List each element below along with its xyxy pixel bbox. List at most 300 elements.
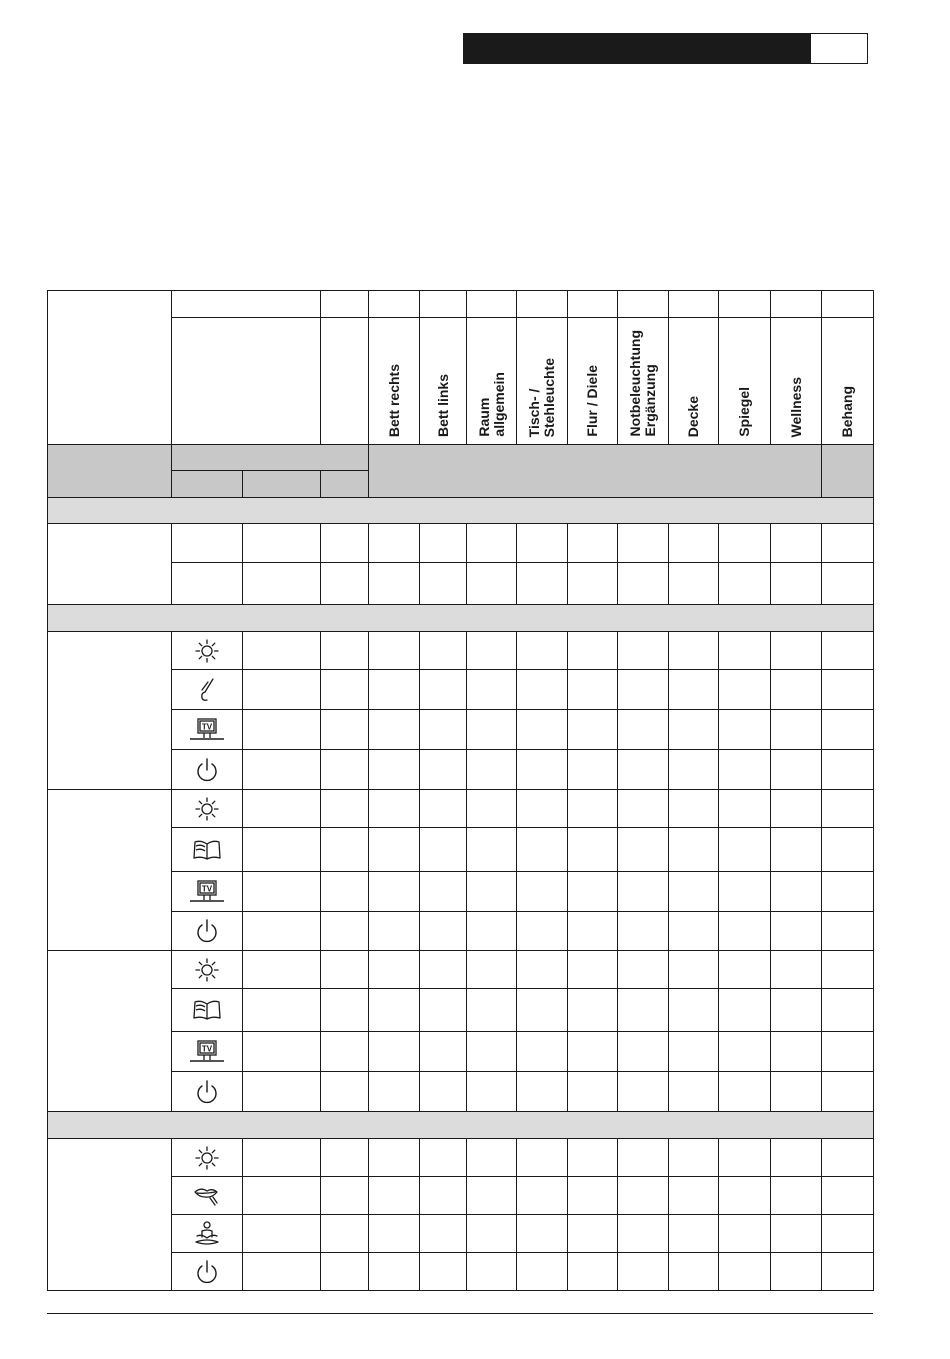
table-cell [771,790,822,828]
table-cell [467,951,517,989]
table-cell [243,828,321,872]
table-cell [822,951,874,989]
table-cell [420,1032,467,1072]
table-cell [467,1177,517,1215]
row-label-cell [48,790,172,951]
table-cell [822,1032,874,1072]
table-cell [467,1215,517,1253]
table-cell [321,912,369,951]
table-cell [568,951,618,989]
table-cell [618,524,669,563]
header-corner-cell [48,291,172,445]
row-label-cell [48,524,172,605]
table-cell [467,872,517,912]
table-cell [321,563,369,605]
table-cell [243,563,321,605]
shaded-cell [172,471,243,498]
col-header-raum-allgemein: Raum allgemein [467,318,517,445]
table-cell [321,710,369,750]
table-cell [822,989,874,1032]
table-row [48,750,874,790]
table-cell [420,750,467,790]
header-cell [172,291,321,318]
table-cell [369,872,420,912]
table-cell [618,670,669,710]
scene-group [48,1139,874,1291]
table-cell [822,1253,874,1291]
table-cell [420,989,467,1032]
table-row [48,872,874,912]
table-row [48,1072,874,1112]
table-cell [568,750,618,790]
footer-rule [47,1313,873,1314]
header-cell [172,318,321,445]
table-cell [369,1139,420,1177]
shaded-cell [321,471,369,498]
header-cell [771,291,822,318]
header-cell [719,291,771,318]
table-cell [243,1032,321,1072]
table-cell [669,1032,719,1072]
table-cell [420,1139,467,1177]
table-cell [771,563,822,605]
shaded-cell [369,445,822,498]
table-cell [420,563,467,605]
table-row [48,951,874,989]
table-cell [243,1072,321,1112]
table-cell [243,710,321,750]
table-cell [420,872,467,912]
header-cell [618,291,669,318]
table-cell [517,632,568,670]
table-cell [467,563,517,605]
table-cell [771,1032,822,1072]
table-cell [517,524,568,563]
table-cell [568,563,618,605]
table-cell [467,1139,517,1177]
header-cell [822,291,874,318]
shaded-cell [243,471,321,498]
table-cell [669,989,719,1032]
table-cell [321,828,369,872]
table-cell [517,1215,568,1253]
table-cell [568,670,618,710]
table-cell [467,1253,517,1291]
section-band-cell [48,498,874,524]
table-cell [719,989,771,1032]
header-cell [669,291,719,318]
table-cell [822,710,874,750]
table-cell [618,1177,669,1215]
icon-cell [172,1177,243,1215]
table-cell [719,1177,771,1215]
table-row [48,790,874,828]
table-cell [618,1253,669,1291]
brush-icon [172,676,242,704]
table-cell [517,912,568,951]
table-cell [618,951,669,989]
table-cell [369,989,420,1032]
table-cell [771,1072,822,1112]
tv-icon [172,717,242,743]
table-cell [669,912,719,951]
icon-cell [172,1072,243,1112]
tv-icon [172,879,242,905]
table-row [48,1139,874,1177]
table-cell [618,790,669,828]
table-cell [822,1139,874,1177]
table-cell [243,1177,321,1215]
section-band [48,1112,874,1139]
table-cell [517,563,568,605]
sun-icon [172,796,242,822]
table-cell [369,710,420,750]
table-row [48,1215,874,1253]
section-band [48,498,874,524]
table-cell [669,670,719,710]
col-header-decke: Decke [669,318,719,445]
table-cell [243,670,321,710]
table-cell [719,951,771,989]
table-cell [321,632,369,670]
table-cell [669,872,719,912]
col-header-notbeleuchtung: Notbeleuchtung Ergänzung [618,318,669,445]
table-cell [369,563,420,605]
icon-cell [172,670,243,710]
table-cell [467,632,517,670]
table-cell [669,1072,719,1112]
power-icon [172,1078,242,1106]
table-cell [568,1177,618,1215]
table-cell [420,790,467,828]
table-row [48,1177,874,1215]
table-cell [420,524,467,563]
table-cell [369,1253,420,1291]
table-cell [420,1177,467,1215]
table-cell [321,951,369,989]
icon-cell [172,632,243,670]
table-row [48,670,874,710]
table-cell [618,710,669,750]
table-cell [669,524,719,563]
table-cell [369,750,420,790]
icon-cell [172,1032,243,1072]
table-cell [669,710,719,750]
table-cell [719,828,771,872]
header-cell [321,318,369,445]
table-cell [822,1177,874,1215]
icon-cell [172,828,243,872]
table-cell [771,1215,822,1253]
table-row [48,989,874,1032]
header-bar [463,33,810,64]
meditation-icon [172,1220,242,1248]
table-cell [822,912,874,951]
table-cell [719,1139,771,1177]
table-cell [568,872,618,912]
table-cell [669,1177,719,1215]
col-header-behang: Behang [822,318,874,445]
table-cell [618,632,669,670]
table-cell [420,670,467,710]
table-cell [568,1139,618,1177]
table-cell [321,1139,369,1177]
row-label-cell [48,1139,172,1291]
table-cell [568,790,618,828]
table-cell [719,750,771,790]
table-cell [420,951,467,989]
table-cell [568,1215,618,1253]
table-cell [420,1253,467,1291]
table-cell [618,828,669,872]
section-band [48,605,874,632]
table-cell [771,1139,822,1177]
table-cell [517,750,568,790]
table-cell [517,872,568,912]
scene-group [48,790,874,951]
table-cell [467,828,517,872]
table-cell [467,989,517,1032]
svg-text:TV: TV [201,1044,213,1053]
col-header-bett-links: Bett links [420,318,467,445]
icon-cell [172,912,243,951]
table-cell [771,872,822,912]
table-cell [321,872,369,912]
icon-cell [172,790,243,828]
table-cell [669,563,719,605]
table-row [48,828,874,872]
table-cell [517,828,568,872]
table-row [48,563,874,605]
table-row [48,912,874,951]
table-cell [467,1072,517,1112]
table-cell [321,1177,369,1215]
svg-text:TV: TV [201,722,213,731]
shaded-cell [172,445,369,471]
table-cell [618,750,669,790]
table-cell [369,951,420,989]
table-cell [669,1215,719,1253]
table-cell [420,1215,467,1253]
table-cell [369,912,420,951]
shaded-cell [822,445,874,498]
table-cell [369,828,420,872]
table-cell [568,524,618,563]
table-cell [669,1253,719,1291]
table-cell [719,710,771,750]
header-cell [467,291,517,318]
table-cell [321,1032,369,1072]
table-cell [719,524,771,563]
table-cell [822,828,874,872]
table-cell [719,563,771,605]
table-cell [568,710,618,750]
icon-cell [172,1215,243,1253]
header-cell [369,291,420,318]
table-cell [321,1253,369,1291]
table-cell [420,912,467,951]
table-cell [369,1032,420,1072]
row-label-cell [48,632,172,790]
svg-text:TV: TV [201,884,213,893]
col-header-tisch-stehleuchte: Tisch- / Stehleuchte [517,318,568,445]
table-cell [822,750,874,790]
table-cell [822,1215,874,1253]
table-cell [822,670,874,710]
power-icon [172,756,242,784]
table-cell [467,710,517,750]
table-cell [669,632,719,670]
table-cell [719,670,771,710]
table-cell [321,750,369,790]
table-cell [243,632,321,670]
table-cell [517,790,568,828]
table-cell [771,750,822,790]
table-cell [771,828,822,872]
book-icon [172,998,242,1022]
table-cell [243,1139,321,1177]
table-cell [243,790,321,828]
lips-icon [172,1184,242,1208]
table-cell [517,1072,568,1112]
col-header-wellness: Wellness [771,318,822,445]
table-cell [719,1032,771,1072]
table-cell [420,828,467,872]
table-cell [420,632,467,670]
table-cell [669,1139,719,1177]
table-cell [369,670,420,710]
sun-icon [172,638,242,664]
header-row-titles [48,318,874,445]
table-cell [467,912,517,951]
header-row-top [48,291,874,318]
power-icon [172,1258,242,1286]
table-cell [618,1072,669,1112]
sun-icon [172,957,242,983]
table-cell [771,912,822,951]
table-cell [420,1072,467,1112]
table-cell [822,632,874,670]
table-cell [243,1253,321,1291]
table-cell [467,670,517,710]
table-cell [517,989,568,1032]
table-cell [321,670,369,710]
scene-group [48,951,874,1112]
page-number-box [810,33,868,64]
table-row [48,632,874,670]
table-cell [771,524,822,563]
section-band-cell [48,605,874,632]
shaded-row-a [48,445,874,471]
table-cell [719,1253,771,1291]
shaded-cell [48,445,172,498]
table-cell [243,524,321,563]
table-cell [321,989,369,1032]
table-cell [771,670,822,710]
table-row [48,710,874,750]
icon-cell [172,750,243,790]
table-cell [517,1177,568,1215]
table-cell [321,524,369,563]
table-cell [618,1032,669,1072]
table-cell [618,989,669,1032]
section-band-cell [48,1112,874,1139]
table-cell [243,1215,321,1253]
table-cell [517,1032,568,1072]
table-cell [369,1215,420,1253]
table-cell [467,790,517,828]
table-cell [719,1215,771,1253]
table-cell [517,1139,568,1177]
table-cell [321,1215,369,1253]
header-cell [517,291,568,318]
book-icon [172,838,242,862]
table-cell [568,1253,618,1291]
table-row [48,524,874,563]
power-icon [172,917,242,945]
table-cell [568,828,618,872]
table-cell [719,1072,771,1112]
table-cell [172,563,243,605]
table-cell [771,989,822,1032]
header-cell [568,291,618,318]
table-cell [669,951,719,989]
table-cell [243,872,321,912]
table-cell [467,1032,517,1072]
table-cell [517,710,568,750]
table-cell [568,912,618,951]
table-cell [517,670,568,710]
icon-cell [172,989,243,1032]
scene-matrix-table [47,290,874,1291]
table-cell [172,524,243,563]
table-cell [822,790,874,828]
table-row [48,1253,874,1291]
table-cell [568,989,618,1032]
sun-icon [172,1145,242,1171]
table-cell [243,951,321,989]
table-cell [243,989,321,1032]
table-cell [669,828,719,872]
table-cell [719,790,771,828]
table-cell [568,632,618,670]
table-cell [771,1177,822,1215]
table-cell [568,1032,618,1072]
table-cell [618,1215,669,1253]
table-row [48,1032,874,1072]
table-cell [719,912,771,951]
icon-cell [172,1253,243,1291]
table-cell [771,632,822,670]
table-cell [321,1072,369,1112]
tv-icon [172,1039,242,1065]
table-cell [369,632,420,670]
table-cell [369,524,420,563]
header-cell [321,291,369,318]
table-cell [822,1072,874,1112]
col-header-spiegel: Spiegel [719,318,771,445]
icon-cell [172,951,243,989]
table-cell [669,790,719,828]
table-cell [467,750,517,790]
table-cell [369,790,420,828]
table-cell [517,951,568,989]
table-cell [719,872,771,912]
table-cell [771,1253,822,1291]
table-cell [618,1139,669,1177]
table-cell [618,563,669,605]
table-cell [517,1253,568,1291]
